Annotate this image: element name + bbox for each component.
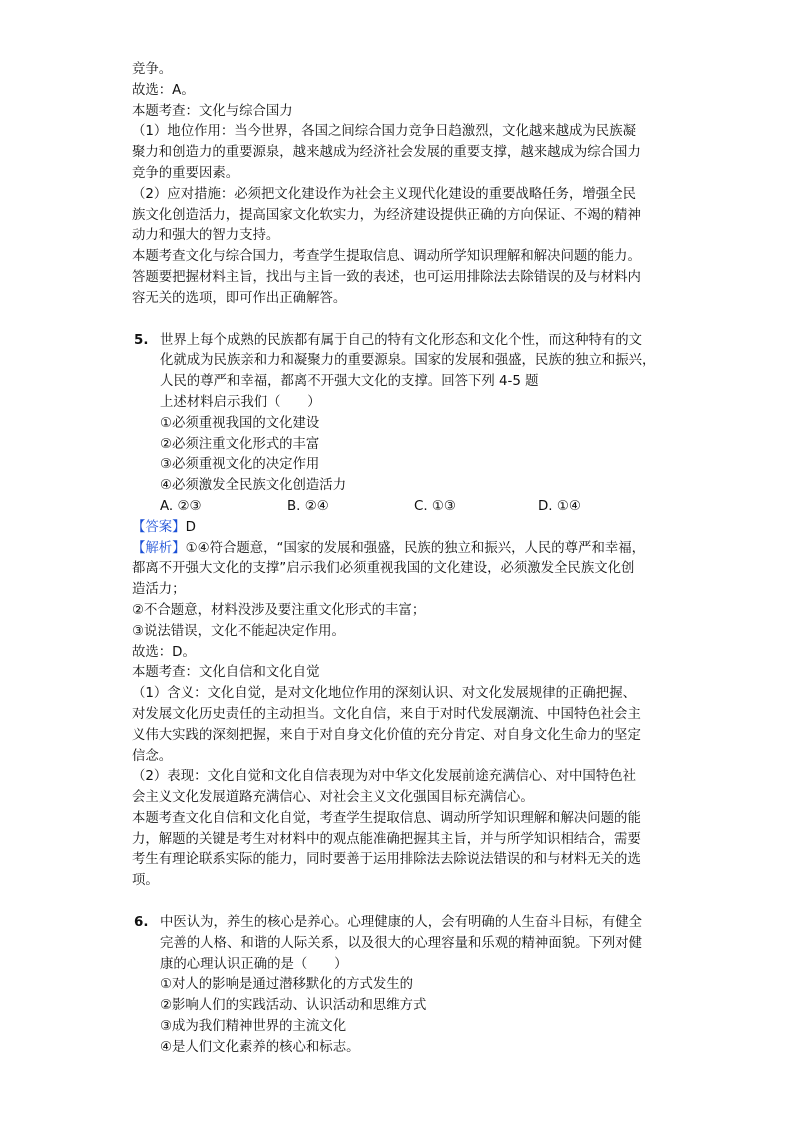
choice-item: ④必须激发全民族文化创造活力 <box>160 478 347 494</box>
choice-item: ②必须注重文化形式的丰富 <box>160 436 320 452</box>
analysis-line: （1）含义：文化自觉，是对文化地位作用的深刻认识、对文化发展规律的正确把握、 <box>132 686 636 702</box>
question-prompt: 上述材料启示我们（ ） <box>160 394 321 410</box>
text-line: 故选：A。 <box>132 82 195 98</box>
previous-analysis-block <box>132 60 672 310</box>
choice-item: ③成为我们精神世界的主流文化 <box>160 1019 347 1035</box>
analysis-line: 考生有理论联系实际的能力，同时要善于运用排除法去除说法错误的和与材料无关的选 <box>132 852 641 868</box>
text-line: 竞争。 <box>132 62 173 77</box>
text-line: 本题考查：文化与综合国力 <box>132 103 293 119</box>
text-line: 容无关的选项，即可作出正确解答。 <box>132 290 347 306</box>
analysis-line: 力，解题的关键是考生对材料中的观点能准确把握其主旨，并与所学知识相结合，需要 <box>132 831 641 847</box>
text-line: 聚力和创造力的重要源泉，越来越成为经济社会发展的重要支撑，越来越成为综合国力 <box>132 145 641 161</box>
choice-item: ②影响人们的实践活动、认识活动和思维方式 <box>160 998 427 1014</box>
text-line: 本题考查文化与综合国力，考查学生提取信息、调动所学知识理解和解决问题的能力。 <box>132 249 641 265</box>
analysis-line: 对发展文化历史责任的主动担当。文化自信，来自于对时代发展潮流、中国特色社会主 <box>132 706 641 722</box>
analysis-line: （2）表现：文化自觉和文化自信表现为对中华文化发展前途充满信心、对中国特色社 <box>132 769 636 785</box>
text-line: （1）地位作用：当今世界，各国之间综合国力竞争日趋激烈，文化越来越成为民族凝 <box>132 124 636 140</box>
choice-item: ①对人的影响是通过潜移默化的方式发生的 <box>160 977 414 993</box>
analysis-line: ②不合题意，材料没涉及要注重文化形式的丰富； <box>132 602 426 618</box>
option-b: B. ②④ <box>287 498 329 514</box>
document-page <box>132 60 672 1059</box>
answer-block <box>132 518 672 892</box>
text-line: 竞争的重要因素。 <box>132 165 240 181</box>
analysis-line: 会主义文化发展道路充满信心、对社会主义文化强国目标充满信心。 <box>132 790 534 806</box>
question-6 <box>132 913 672 1059</box>
question-prompt: 康的心理认识正确的是（ ） <box>160 956 348 972</box>
choice-item: ④是人们文化素养的核心和标志。 <box>160 1039 360 1055</box>
analysis-label: 【解析】 <box>132 540 186 556</box>
question-number: 6. <box>134 915 149 931</box>
analysis-line: 本题考查：文化自信和文化自觉 <box>132 665 320 681</box>
answer-label: 【答案】 <box>132 519 186 535</box>
question-stem-line: 世界上每个成熟的民族都有属于自己的特有文化形态和文化个性，而这种特有的文 <box>160 332 643 348</box>
text-line: 答题要把握材料主旨，找出与主旨一致的表述，也可运用排除法去除错误的及与材料内 <box>132 269 641 285</box>
option-d: D. ①④ <box>538 498 581 514</box>
question-stem-line: 人民的尊严和幸福，都离不开强大文化的支撑。回答下列 4-5 题 <box>160 374 539 390</box>
analysis-line: 故选：D。 <box>132 644 196 660</box>
analysis-line: 本题考查文化自信和文化自觉，考查学生提取信息、调动所学知识理解和解决问题的能 <box>132 810 641 826</box>
analysis-line: ①④符合题意，“国家的发展和强盛，民族的独立和振兴，人民的尊严和幸福， <box>185 540 646 556</box>
analysis-line: 造活力； <box>132 582 186 598</box>
question-stem-line: 完善的人格、和谐的人际关系，以及很大的心理容量和乐观的精神面貌。下列对健 <box>160 935 643 951</box>
question-number: 5. <box>134 332 149 348</box>
text-line: 族文化创造活力，提高国家文化软实力，为经济建设提供正确的方向保证、不竭的精神 <box>132 207 641 223</box>
option-a: A. ②③ <box>160 498 202 514</box>
analysis-line: 项。 <box>132 873 159 889</box>
text-line: （2）应对措施：必须把文化建设作为社会主义现代化建设的重要战略任务，增强全民 <box>132 186 636 202</box>
answer-value: D <box>185 519 196 535</box>
answer-options <box>160 497 672 518</box>
choice-item: ①必须重视我国的文化建设 <box>160 415 320 431</box>
question-stem-line: 化就成为民族亲和力和凝聚力的重要源泉。国家的发展和强盛，民族的独立和振兴， <box>160 353 656 369</box>
option-c: C. ①③ <box>414 498 456 514</box>
analysis-line: ③说法错误，文化不能起决定作用。 <box>132 623 345 639</box>
question-stem-line: 中医认为，养生的核心是养心。心理健康的人，会有明确的人生奋斗目标，有健全 <box>160 915 643 931</box>
question-5 <box>132 331 672 518</box>
choice-item: ③必须重视文化的决定作用 <box>160 457 320 473</box>
text-line: 动力和强大的智力支持。 <box>132 228 280 244</box>
analysis-line: 都离不开强大文化的支撑”启示我们必须重视我国的文化建设，必须激发全民族文化创 <box>132 561 635 577</box>
analysis-line: 信念。 <box>132 748 173 764</box>
analysis-line: 义伟大实践的深刻把握，来自于对自身文化价值的充分肯定、对自身文化生命力的坚定 <box>132 727 641 743</box>
